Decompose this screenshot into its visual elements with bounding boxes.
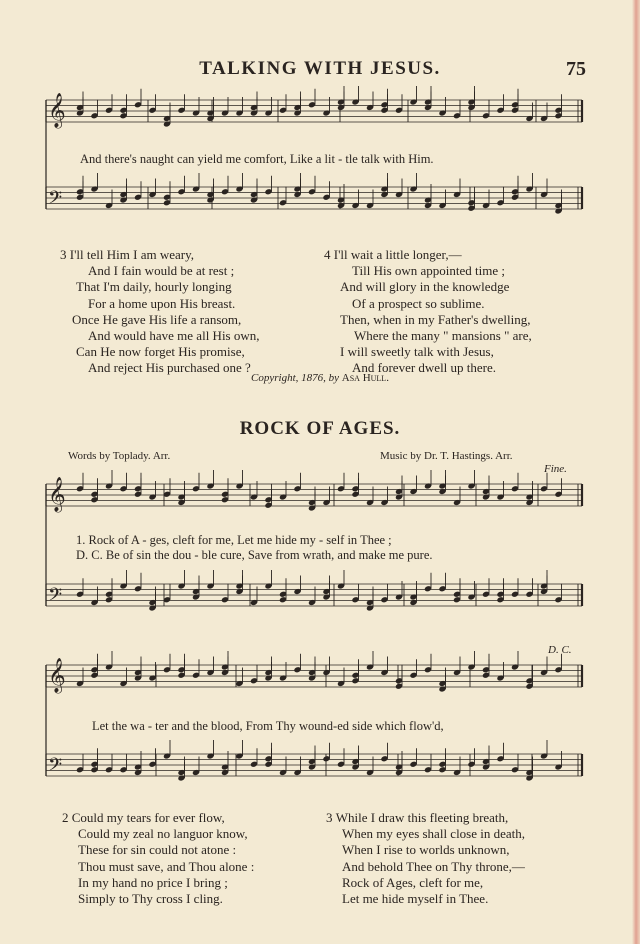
page-header-title: TALKING WITH JESUS. (199, 58, 441, 79)
song1-lyric-line: And there's naught can yield me comfort, Like a lit - tle talk with Him. (80, 152, 434, 166)
fine-marker: Fine. (544, 463, 567, 475)
verse-line: Can He now forget His promise, (76, 344, 245, 360)
verse-line: Rock of Ages, cleft for me, (342, 874, 484, 890)
clef-glyph: 𝄞 (48, 477, 66, 512)
verse-line: 3 I'll tell Him I am weary, (60, 247, 194, 262)
verse-line: These for sin could not atone : (78, 842, 237, 858)
song2-lyric-2: D. C. Be of sin the dou - ble cure, Save from wrath, and make me pure. (76, 548, 433, 562)
words-credit: Words by Toplady. Arr. (68, 450, 171, 462)
page-edge-stain (632, 0, 640, 944)
song2-verse-2 (62, 810, 254, 907)
copyright-line: Copyright, 1876, by Asa Hull. (251, 372, 389, 384)
clef-glyph: 𝄢 (48, 585, 63, 610)
clef-glyph: 𝄢 (48, 755, 63, 780)
verse-line: Till His own appointed time ; (352, 263, 505, 279)
clef-glyph: 𝄢 (48, 188, 63, 213)
verse-line: Let me hide myself in Thee. (342, 891, 489, 907)
verse-line: Where the many " mansions " are, (354, 328, 532, 344)
verse-line: In my hand no price I bring ; (78, 874, 228, 890)
verse-line: I will sweetly talk with Jesus, (340, 344, 494, 360)
verse-line: 4 I'll wait a little longer,— (324, 247, 462, 262)
verse-line: And behold Thee on Thy throne,— (342, 858, 525, 874)
verse-line: That I'm daily, hourly longing (76, 279, 232, 295)
song1-verse-3 (60, 247, 260, 377)
verse-line: 2 Could my tears for ever flow, (62, 810, 225, 825)
verse-line: And will glory in the knowledge (340, 279, 510, 295)
verse-line: And I fain would be at rest ; (88, 263, 235, 279)
verse-line: When my eyes shall close in death, (342, 826, 526, 842)
clef-glyph: 𝄞 (48, 658, 66, 693)
verse-line: Could my zeal no languor know, (78, 826, 248, 842)
verse-line: Then, when in my Father's dwelling, (340, 311, 531, 327)
verse-line: And reject His purchased one ? (88, 360, 251, 376)
dc-marker: D. C. (548, 644, 572, 656)
song2-lyric-3: Let the wa - ter and the blood, From Thy wound-ed side which flow'd, (92, 719, 444, 733)
verse-line: Once He gave His life a ransom, (72, 311, 242, 327)
verse-line: And would have me all His own, (88, 328, 260, 344)
page-number: 75 (566, 58, 586, 80)
song2-verse-3 (326, 810, 525, 907)
music-credit: Music by Dr. T. Hastings. Arr. (380, 450, 513, 462)
song2-title: ROCK OF AGES. (239, 418, 401, 439)
verse-line: Thou must save, and Thou alone : (78, 858, 255, 874)
song2-lyric-1: 1. Rock of A - ges, cleft for me, Let me hide my - self in Thee ; (76, 533, 392, 547)
verse-line: Simply to Thy cross I cling. (78, 891, 223, 907)
verse-line: And forever dwell up there. (352, 360, 497, 376)
verse-line: 3 While I draw this fleeting breath, (326, 810, 509, 825)
clef-glyph: 𝄞 (48, 93, 66, 128)
song1-verse-4 (324, 247, 532, 377)
verse-line: When I rise to worlds unknown, (342, 842, 510, 858)
verse-line: Of a prospect so sublime. (352, 295, 485, 311)
verse-line: For a home upon His breast. (88, 295, 236, 311)
